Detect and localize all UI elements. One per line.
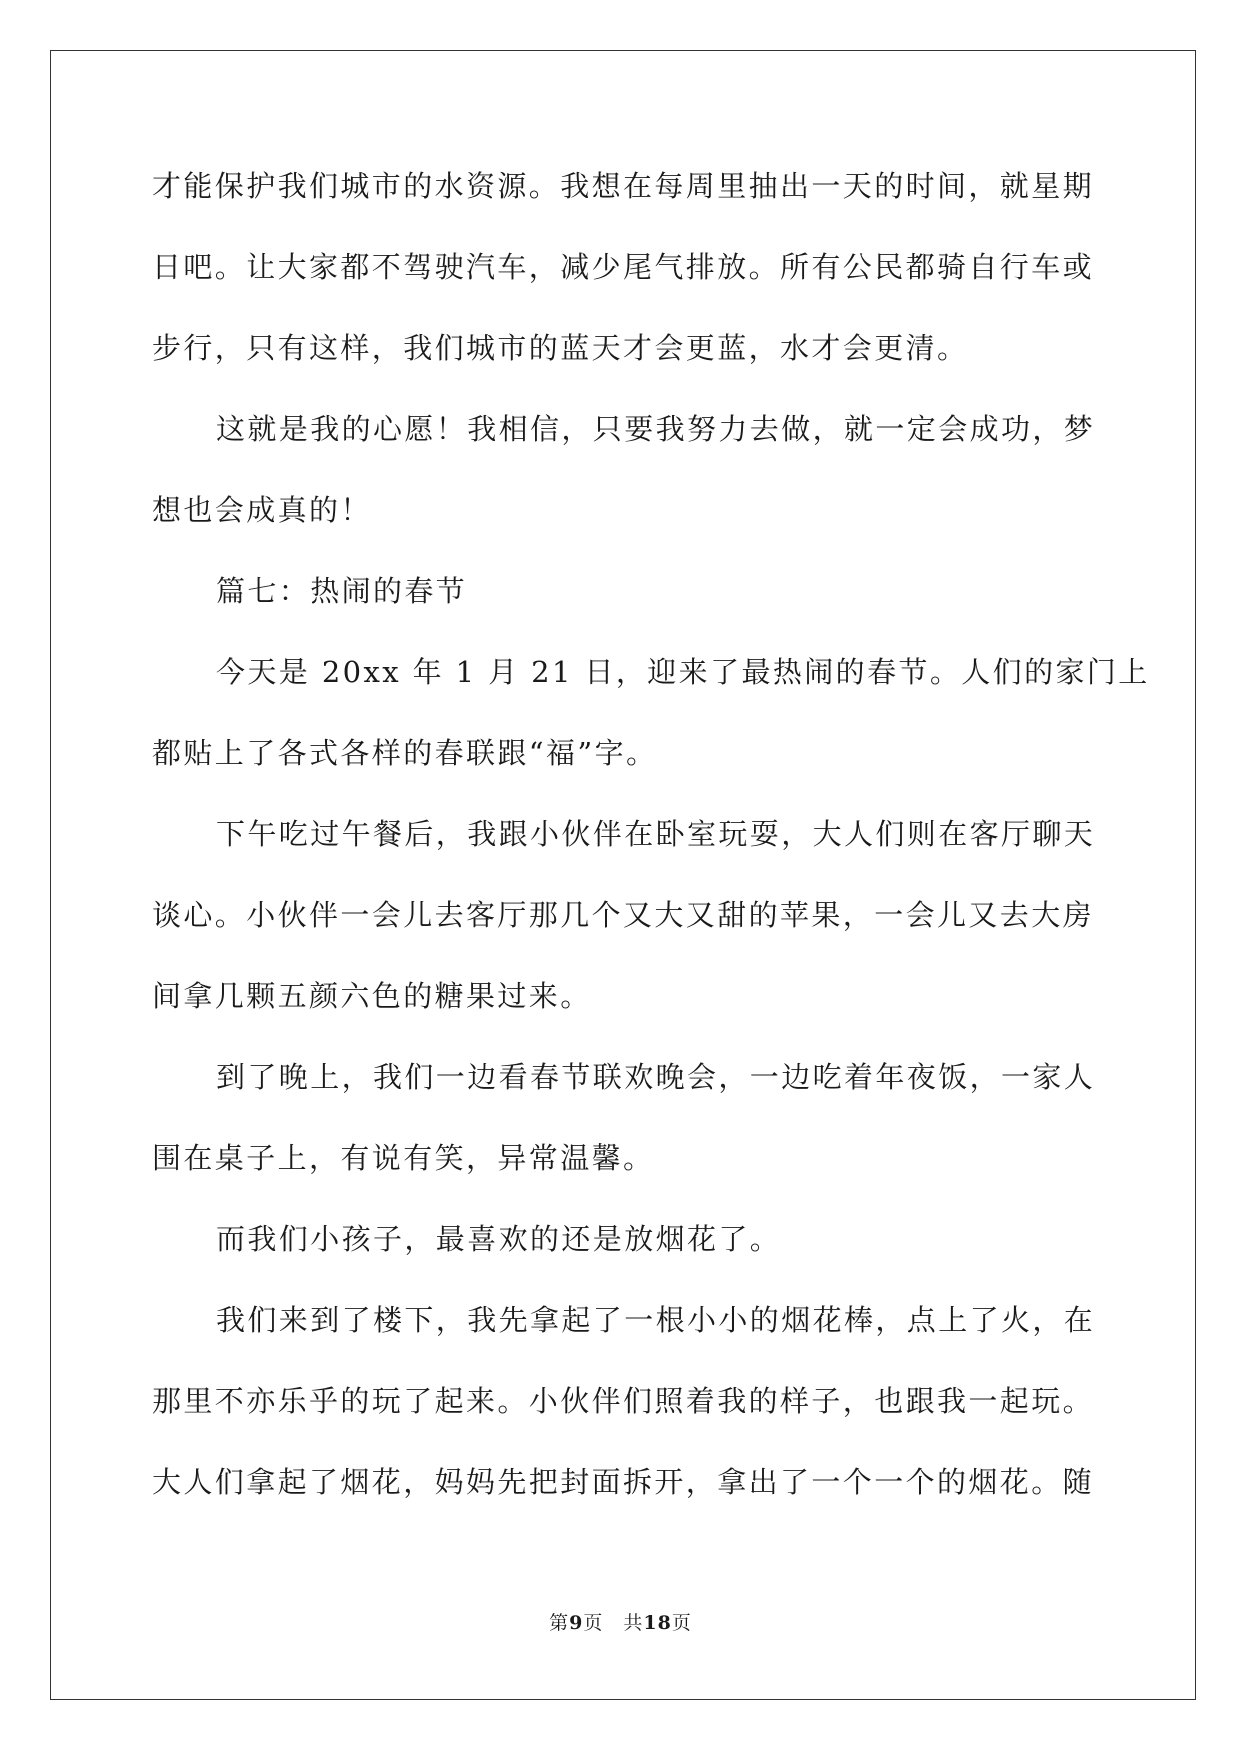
page-prefix: 第 [549,1612,570,1634]
total-prefix: 共 [623,1612,644,1634]
text-line: 想也会成真的！ [152,493,372,527]
text-line: 围在桌子上，有说有笑，异常温馨。 [152,1141,655,1175]
text-line: 间拿几颗五颜六色的糖果过来。 [152,979,592,1013]
page-number: 9 [569,1612,584,1634]
text-line: 下午吃过午餐后，我跟小伙伴在卧室玩耍，大人们则在客厅聊天 [216,817,1096,851]
text-line: 大人们拿起了烟花，妈妈先把封面拆开，拿出了一个一个的烟花。随 [152,1465,1095,1499]
total-suffix: 页 [671,1612,692,1634]
text-line: 日吧。让大家都不驾驶汽车，减少尾气排放。所有公民都骑自行车或 [152,250,1095,284]
page-suffix: 页 [583,1612,604,1634]
text-line: 都贴上了各式各样的春联跟“福”字。 [152,736,658,770]
text-line: 这就是我的心愿！我相信，只要我努力去做，就一定会成功，梦 [216,412,1096,446]
text-line: 到了晚上，我们一边看春节联欢晚会，一边吃着年夜饭，一家人 [216,1060,1096,1094]
text-line: 而我们小孩子，最喜欢的还是放烟花了。 [216,1222,782,1256]
section-heading: 篇七：热闹的春节 [216,574,468,608]
page-footer [0,1608,1241,1635]
text-line: 才能保护我们城市的水资源。我想在每周里抽出一天的时间，就星期 [152,169,1095,203]
text-line: 那里不亦乐乎的玩了起来。小伙伴们照着我的样子，也跟我一起玩。 [152,1384,1095,1418]
total-pages: 18 [643,1612,672,1634]
document-body [152,160,1150,1537]
text-line: 今天是 20xx 年 1 月 21 日，迎来了最热闹的春节。人们的家门上 [216,655,1150,689]
text-line: 步行，只有这样，我们城市的蓝天才会更蓝，水才会更清。 [152,331,969,365]
text-line: 谈心。小伙伴一会儿去客厅那几个又大又甜的苹果，一会儿又去大房 [152,898,1095,932]
text-line: 我们来到了楼下，我先拿起了一根小小的烟花棒，点上了火，在 [216,1303,1096,1337]
